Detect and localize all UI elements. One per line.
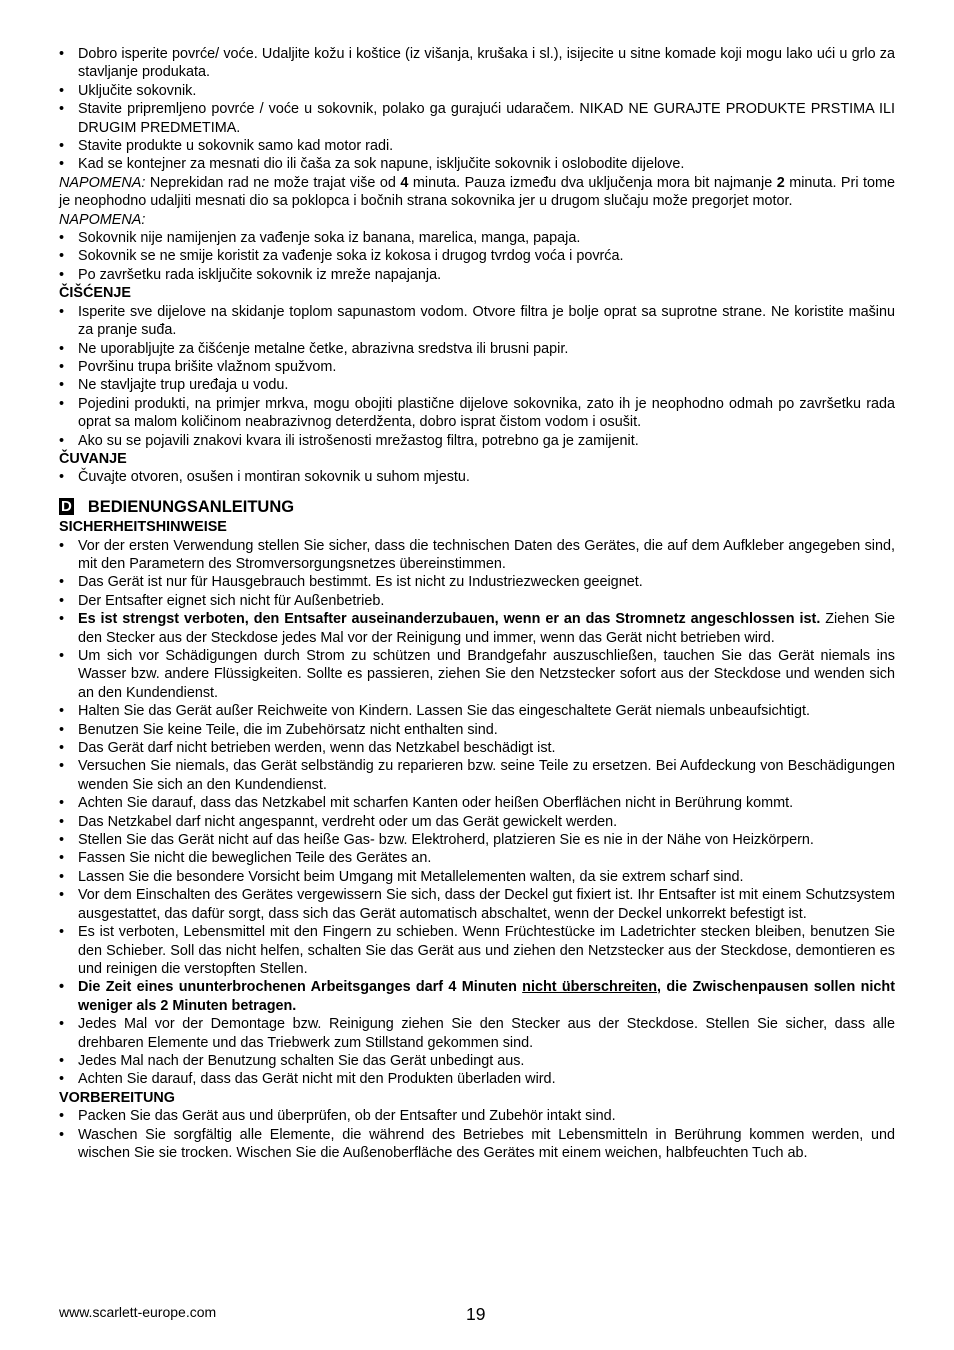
list-item: • Der Entsafter eignet sich nicht für Außenbetrieb. [59,592,895,610]
storage-heading: ČUVANJE [59,450,127,467]
list-item: • Po završetku rada isključite sokovnik iz mreže napajanja. [59,266,895,284]
list-item: • Achten Sie darauf, dass das Netzkabel mit scharfen Kanten oder heißen Oberflächen nicht in Berührung kommt. [59,794,895,812]
list-item: • Sokovnik nije namijenjen za vađenje soka iz banana, marelica, manga, papaja. [59,229,895,247]
hr-prep-list [59,45,895,174]
section-header [59,498,895,516]
list-item: • Achten Sie darauf, dass das Gerät nicht mit den Produkten überladen wird. [59,1070,895,1088]
warning-text: Ziehen Sie den Stecker aus der Steckdose jedes Mal vor der Reinigung und immer, wenn das Gerät nicht betrieben wird. [78,611,896,646]
list-item [59,978,895,1015]
note-label-line [59,211,895,229]
hr-note-list [59,229,895,284]
list-item: • Benutzen Sie keine Teile, die im Zubehörsatz nicht enthalten sind. [59,721,895,739]
list-item: • Lassen Sie die besondere Vorsicht beim Umgang mit Metallelementen walten, da sie extrem scharf sind. [59,868,895,886]
list-item: • Isperite sve dijelove na skidanje toplom sapunastom vodom. Otvore filtra je bolje oprat sa suprotne strane. Ne koristite mašinu za pranje suđa. [59,303,895,340]
list-item: • Stavite pripremljeno povrće / voće u sokovnik, polako ga gurajući udaračem. NIKAD NE GURAJTE PRODUKTE PRSTIMA ILI DRUGIM PREDMETIMA. [59,100,895,137]
note-number: 2 [776,174,785,191]
list-item: • Halten Sie das Gerät außer Reichweite von Kindern. Lassen Sie das eingeschaltete Gerät niemals unbeaufsichtigt. [59,702,895,720]
footer-url: www.scarlett-europe.com [59,1304,217,1320]
list-item: • Das Gerät ist nur für Hausgebrauch bestimmt. Es ist nicht zu Industriezwecken geeignet. [59,573,895,591]
warning-bold-text: Es ist strengst verboten, den Entsafter auseinanderzubauen, wenn er an das Stromnetz angeschlossen ist. [78,611,821,628]
note-text: minuta. Pauza između dva uključenja mora bit najmanje [408,174,777,191]
list-item: • Pojedini produkti, na primjer mrkva, mogu obojiti plastične dijelove sokovnika, zato ih je neophodno odmah po završetku rada oprat sa malom količinom neabrazivnog deterdženta, dobro isprat čistom vodom i osušit. [59,395,895,432]
list-item: • Das Netzkabel darf nicht angespannt, verdreht oder um das Gerät gewickelt werden. [59,813,895,831]
duration-text: , die Zwischenpausen sollen nicht weniger als 2 Minuten betragen. [78,979,895,1014]
list-item: • Ako su se pojavili znakovi kvara ili istrošenosti mrežastog filtra, potrebno ga je zamijenit. [59,432,895,450]
list-item: • Sokovnik se ne smije koristit za vađenje soka iz kokosa i drugog tvrdog voća i povrća. [59,247,895,265]
list-item: • Uključite sokovnik. [59,82,895,100]
list-item: • Jedes Mal vor der Demontage bzw. Reinigung ziehen Sie den Stecker aus der Steckdose. Stellen Sie sicher, dass alle drehbaren Elemente und das Triebwerk zum Stillstand gekommen sind. [59,1015,895,1052]
safety-heading: SICHERHEITSHINWEISE [59,519,227,536]
preparation-heading: VORBEREITUNG [59,1089,175,1106]
list-item: • Vor der ersten Verwendung stellen Sie sicher, dass die technischen Daten des Gerätes, die auf dem Aufkleber angegeben sind, mit den Parametern des Stromversorgungsnetzes übereinstimmen. [59,537,895,574]
list-item: • Stavite produkte u sokovnik samo kad motor radi. [59,137,895,155]
cleaning-heading: ČIŠĆENJE [59,285,131,302]
language-badge: D [61,498,72,516]
duration-text: Die Zeit eines ununterbrochenen Arbeitsganges darf 4 Minuten [78,979,523,996]
list-item: • Waschen Sie sorgfältig alle Elemente, die während des Betriebes mit Lebensmitteln in Berührung kommen werden, und wischen Sie sie trocken. Wischen Sie die Außenoberfläche des Gerätes mit einem weichen, halbfeuchten Tuch ab. [59,1126,895,1163]
list-item: • Versuchen Sie niemals, das Gerät selbständig zu reparieren bzw. seine Teile zu ersetzen. Bei Aufdeckung von Beschädigungen wenden Sie sich an den Kundendienst. [59,757,895,794]
de-safety-list [59,537,895,1089]
list-item: • Packen Sie das Gerät aus und überprüfen, ob der Entsafter und Zubehör intakt sind. [59,1107,895,1125]
hr-cleaning-list [59,303,895,450]
list-item: • Ne stavljajte trup uređaja u vodu. [59,376,895,394]
list-item: • Es ist verboten, Lebensmittel mit den Fingern zu schieben. Wenn Früchtestücke im Ladetrichter stecken bleiben, benutzen Sie den Schieber. Soll das nicht helfen, schalten Sie das Gerät aus und ziehen den Netzstecker aus der Steckdose, demontieren es und reinigen die verstopften Stellen. [59,923,895,978]
section-title: BEDIENUNGSANLEITUNG [87,497,295,516]
list-item: • Površinu trupa brišite vlažnom spužvom. [59,358,895,376]
note-text: minuta. Pri tome je neophodno udaljiti mesnati dio sa poklopca i bočnih strana sokovnika jer u drugom slučaju može pregorjet motor. [59,174,895,210]
list-item: • Stellen Sie das Gerät nicht auf das heiße Gas- bzw. Elektroherd, platzieren Sie es nie in der Nähe von Heizkörpern. [59,831,895,849]
list-item [59,610,895,647]
list-item: • Fassen Sie nicht die beweglichen Teile des Gerätes an. [59,849,895,867]
note-paragraph [59,174,895,211]
list-item: • Ne uporabljujte za čišćenje metalne četke, abrazivna sredstva ili brusni papir. [59,340,895,358]
page-number: 19 [466,1304,486,1324]
list-item: • Dobro isperite povrće/ voće. Udaljite kožu i koštice (iz višanja, krušaka i sl.), isijecite u sitne komade koji mogu lako ući u grlo za stavljanje produkata. [59,45,895,82]
note-label: NAPOMENA: [59,211,146,228]
hr-storage-list [59,468,895,486]
note-text: Neprekidan rad ne može trajat više od [145,174,401,191]
duration-underlined-text: nicht überschreiten [522,979,658,996]
list-item: • Čuvajte otvoren, osušen i montiran sokovnik u suhom mjestu. [59,468,895,486]
list-item: • Vor dem Einschalten des Gerätes vergewissern Sie sich, dass der Deckel gut fixiert ist. Ihr Entsafter ist mit einem Schutzsystem ausgestattet, das dafür sorgt, dass sich das Gerät automatisch abschaltet, wenn der Deckel unkorrekt befestigt ist. [59,886,895,923]
list-item: • Das Gerät darf nicht betrieben werden, wenn das Netzkabel beschädigt ist. [59,739,895,757]
note-label: NAPOMENA: [59,174,146,191]
de-prep-list [59,1107,895,1162]
manual-page [59,45,895,1162]
list-item: • Kad se kontejner za mesnati dio ili čaša za sok napune, isključite sokovnik i oslobodite dijelove. [59,155,895,173]
note-number: 4 [400,174,409,191]
list-item: • Jedes Mal nach der Benutzung schalten Sie das Gerät unbedingt aus. [59,1052,895,1070]
list-item: • Um sich vor Schädigungen durch Strom zu schützen und Brandgefahr auszuschließen, tauchen Sie das Gerät niemals ins Wasser bzw. andere Flüssigkeiten. Sollte es passieren, ziehen Sie den Netzstecker sofort aus der Steckdose und wenden sich an den Kundendienst. [59,647,895,702]
